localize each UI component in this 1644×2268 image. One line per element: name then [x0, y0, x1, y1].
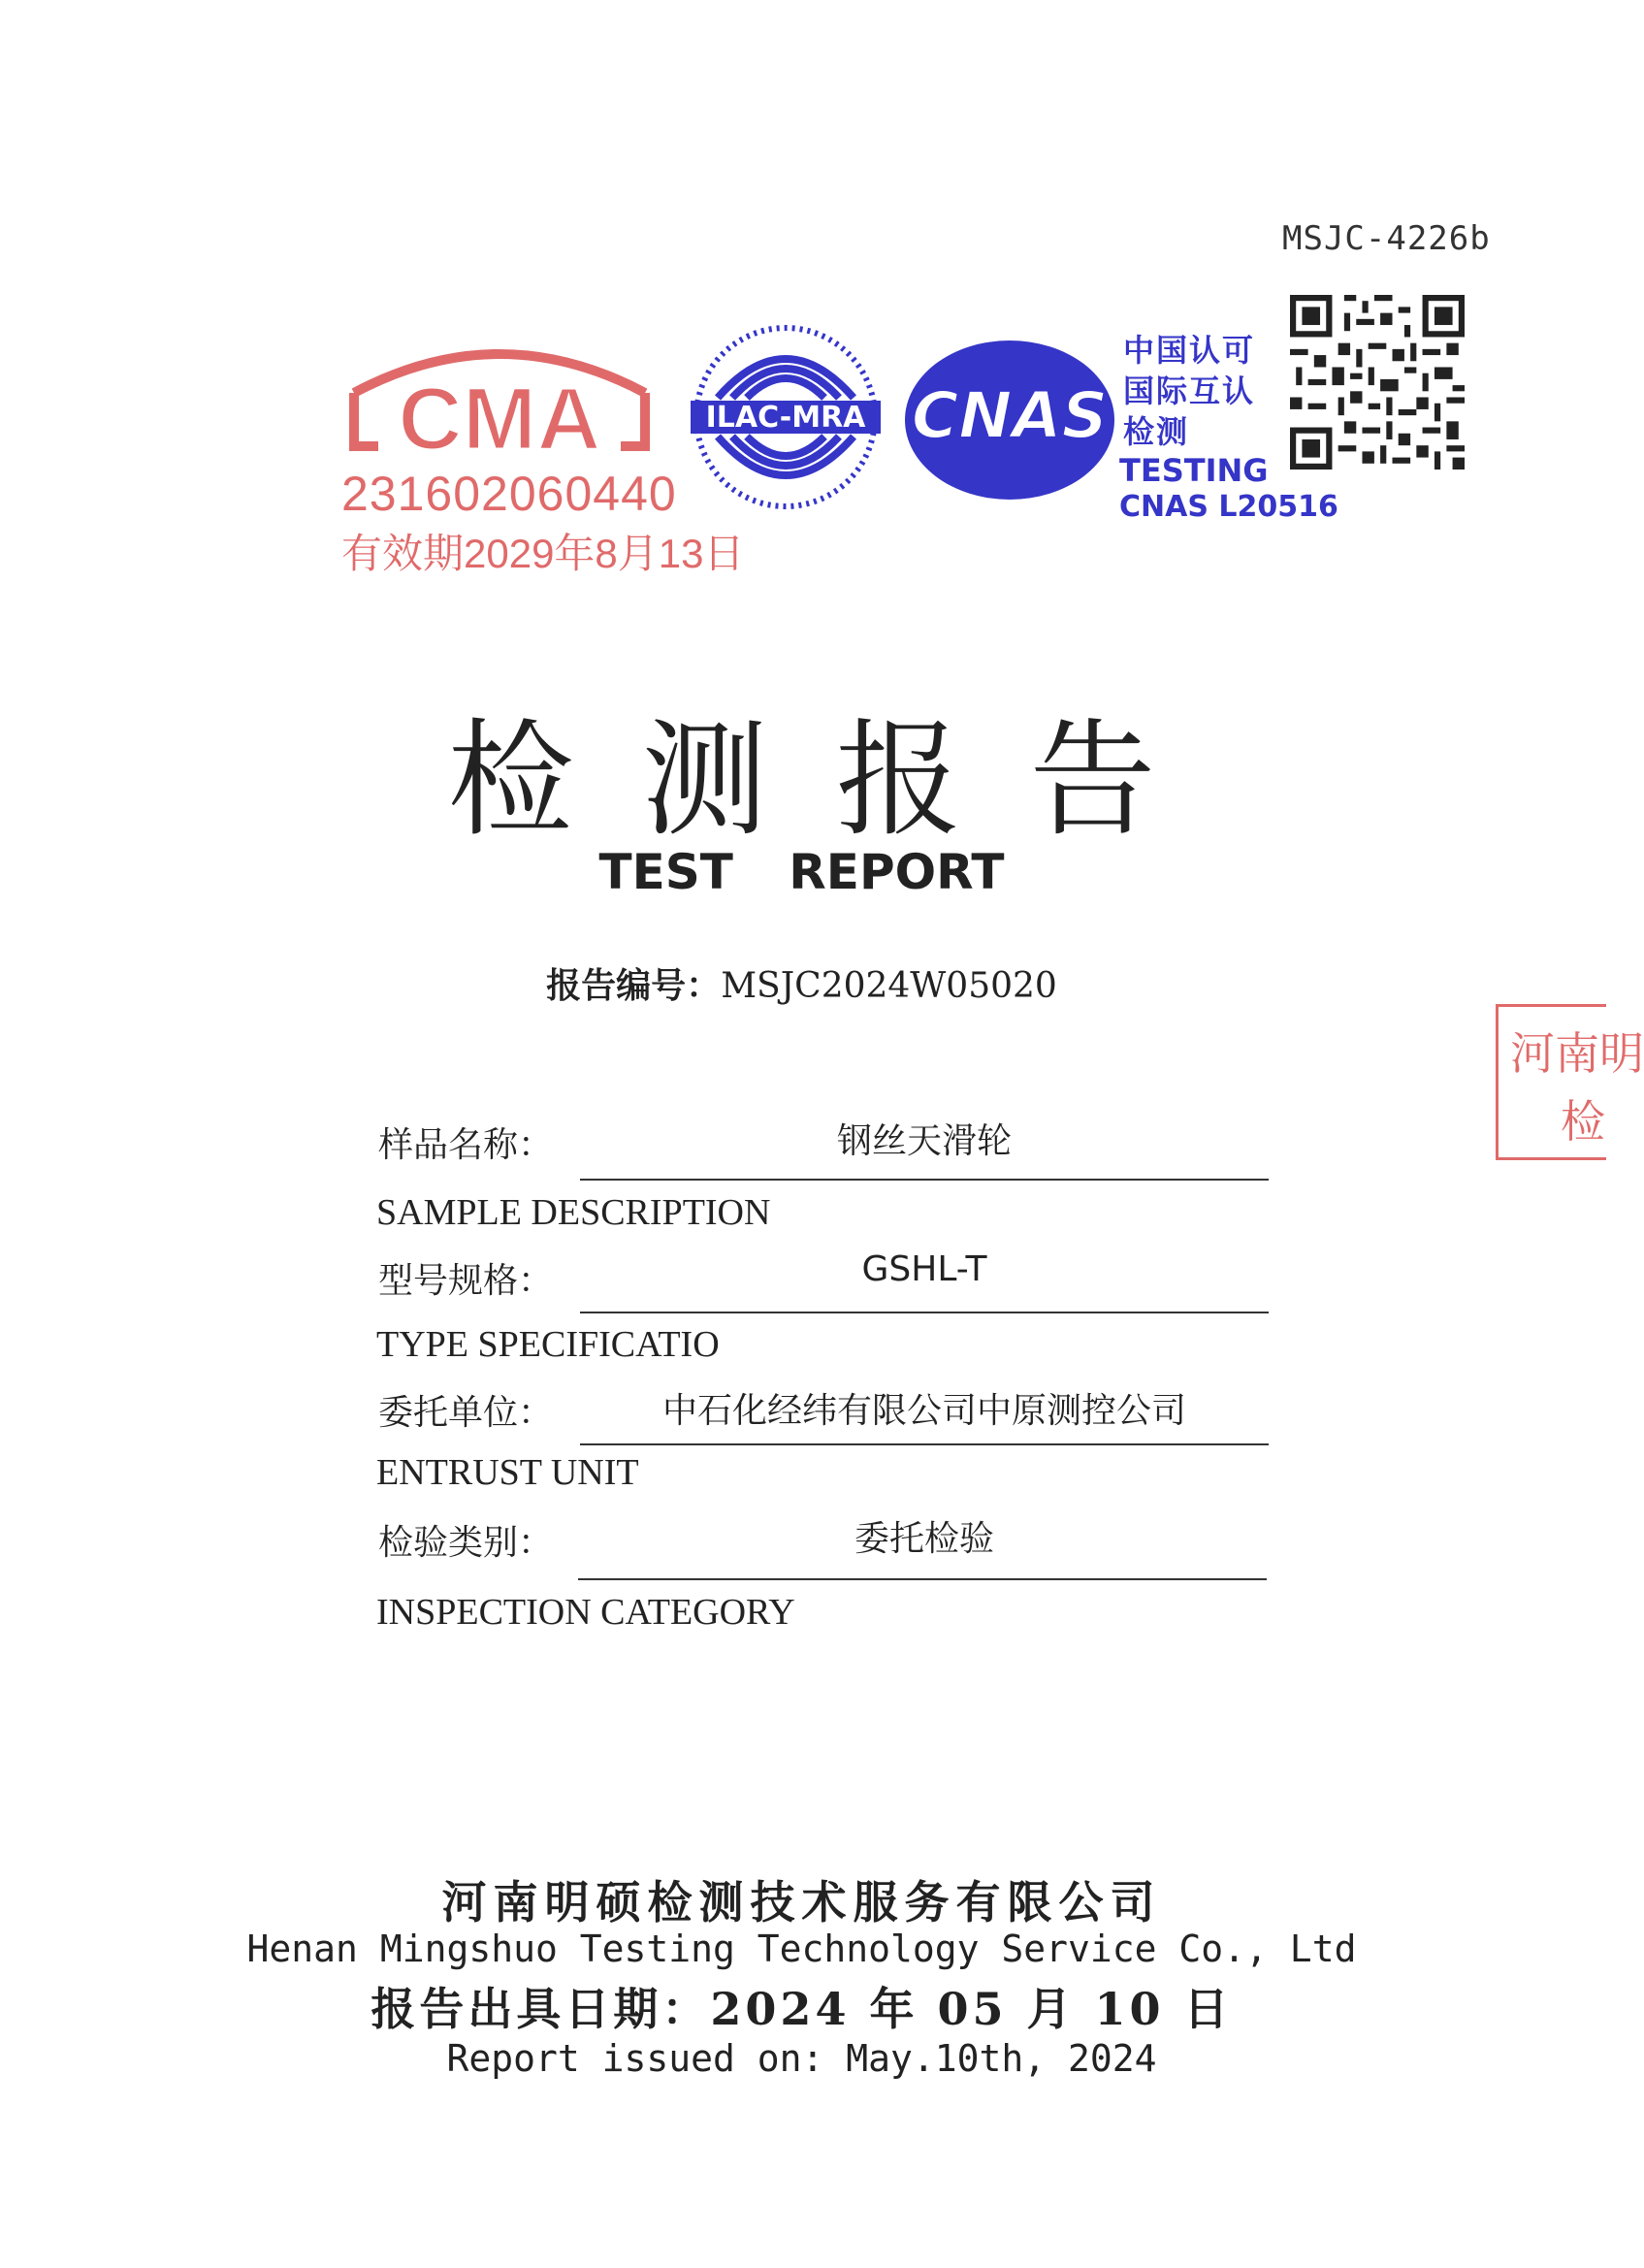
cma-validity: 有效期2029年8月13日 — [341, 531, 745, 576]
document-code: MSJC-4226b — [1282, 219, 1491, 258]
inspection-category-en-label: INSPECTION CATEGORY — [376, 1592, 795, 1633]
entrust-unit-underline — [580, 1443, 1269, 1445]
cma-mark: CMA — [398, 370, 601, 469]
cnas-cn-line2: 国际互认 — [1123, 373, 1256, 409]
title-english: TEST REPORT — [598, 844, 1005, 900]
company-seal-stamp — [1496, 1004, 1644, 1160]
sample-name-label: 样品名称： — [378, 1125, 554, 1165]
seal-line1: 河南明 — [1510, 1027, 1644, 1080]
sample-name-value: 钢丝天滑轮 — [836, 1121, 1012, 1161]
report-number — [0, 958, 1603, 1008]
type-spec-underline — [580, 1312, 1269, 1313]
report-number-value: MSJC2024W05020 — [721, 966, 1057, 1006]
entrust-unit-label: 委托单位： — [378, 1393, 554, 1433]
type-spec-value: GSHL-T — [861, 1249, 987, 1289]
cnas-cn-text — [1123, 330, 1255, 452]
sample-description-label: SAMPLE DESCRIPTION — [376, 1192, 771, 1233]
company-name-chinese: 河南明硕检测技术服务有限公司 — [441, 1876, 1162, 1928]
inspection-category-value: 委托检验 — [854, 1519, 994, 1559]
ilac-mra-logo-icon — [689, 315, 883, 519]
cnas-logo-icon — [898, 333, 1121, 507]
title-chinese: 检测报告 — [447, 706, 1224, 854]
cma-number: 231602060440 — [341, 467, 677, 521]
issue-date-chinese: 报告出具日期：2024 年 05 月 10 日 — [371, 1983, 1233, 2035]
cnas-cn-line1: 中国认可 — [1123, 332, 1256, 369]
inspection-category-underline — [578, 1578, 1267, 1580]
entrust-unit-en-label: ENTRUST UNIT — [376, 1452, 639, 1493]
inspection-category-label: 检验类别： — [378, 1523, 554, 1563]
issue-date-english: Report issued on: May.10th, 2024 — [446, 2037, 1157, 2080]
cnas-cn-line3: 检测 — [1123, 413, 1190, 450]
cnas-mark: CNAS — [911, 378, 1109, 453]
ilac-mark: ILAC-MRA — [705, 401, 866, 435]
cnas-testing-text: TESTING — [1119, 452, 1269, 489]
company-name-english: Henan Mingshuo Testing Technology Service Co., Ltd — [246, 1928, 1357, 1970]
type-spec-label: 型号规格： — [378, 1261, 554, 1301]
sample-name-underline — [580, 1179, 1269, 1181]
cnas-code-text: CNAS L20516 — [1119, 490, 1338, 524]
type-specification-label: TYPE SPECIFICATIO — [376, 1324, 720, 1365]
qr-code-icon — [1290, 295, 1465, 470]
seal-line2: 检 — [1561, 1095, 1605, 1148]
entrust-unit-value: 中石化经纬有限公司中原测控公司 — [661, 1391, 1186, 1431]
report-number-label: 报告编号： — [546, 966, 722, 1006]
